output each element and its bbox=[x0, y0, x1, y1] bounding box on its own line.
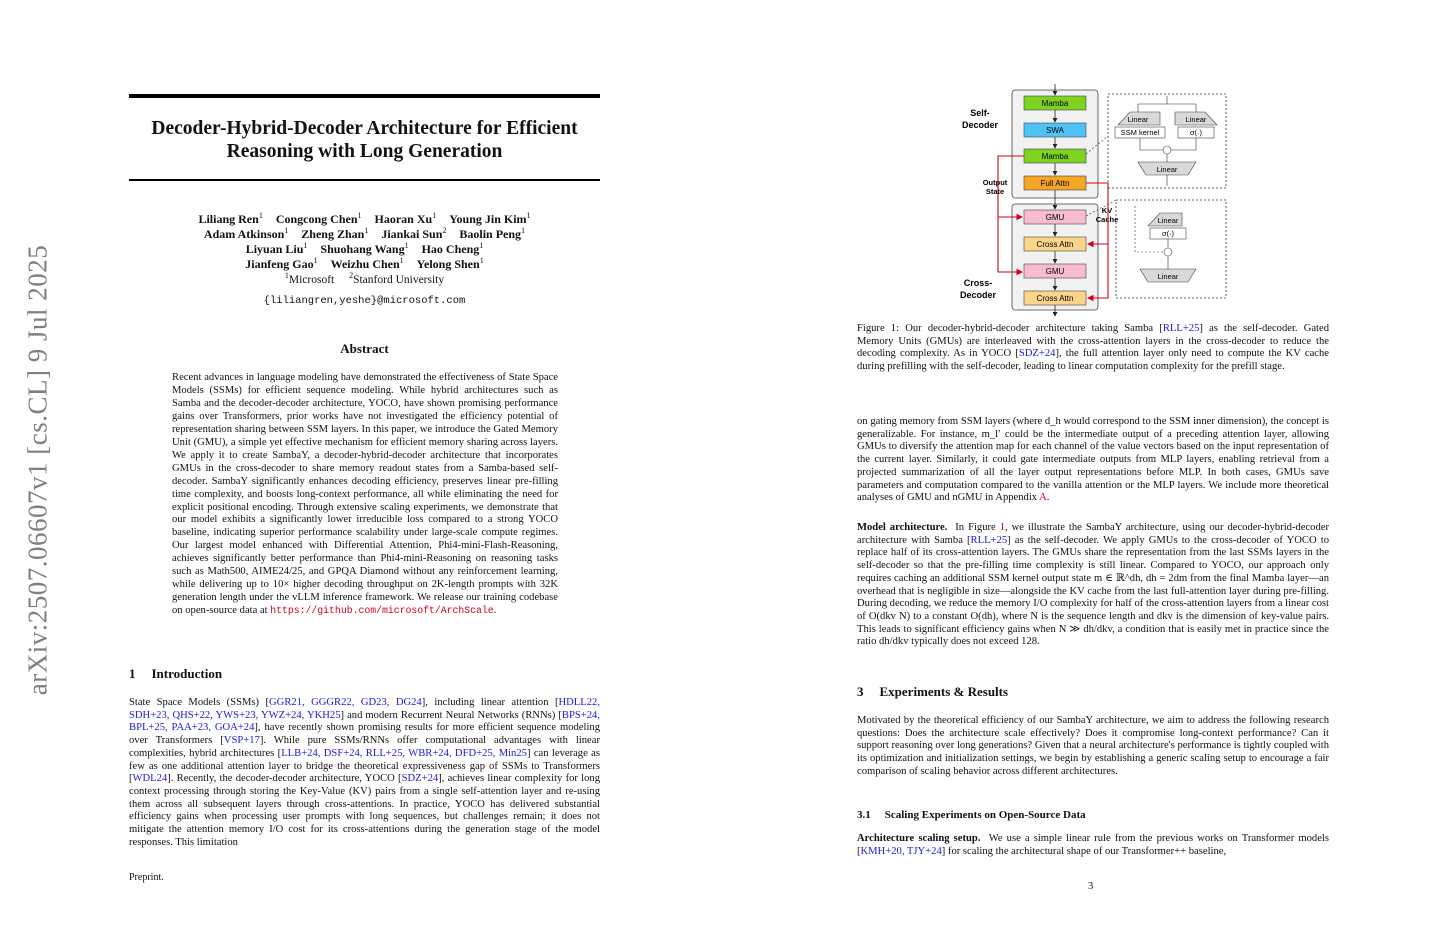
svg-text:Linear: Linear bbox=[1157, 216, 1179, 225]
block-label: Cross Attn bbox=[1036, 240, 1074, 249]
abstract-heading: Abstract bbox=[340, 341, 389, 356]
abstract-body: Recent advances in language modeling have demonstrated the effectiveness of State Space Models (SSMs) for efficient sequence modeling. While hybrid architectures such as Samba and the decoder-decoder architecture, YOCO, have shown promising performance gains over Transformers, prior works have not investigated the efficiency potential of representation sharing between SSM layers. In this paper, we introduce the Gated Memory Unit (GMU), a simple yet effective mechanism for efficient memory sharing across layers. We apply it to create SambaY, a decoder-hybrid-decoder architecture that incorporates GMUs in the cross-decoder to share memory readout states from a Samba-based self-decoder. SambaY significantly enhances decoding efficiency, preserves linear pre-filling time complexity, and boosts long-context performance, all while eliminating the need for explicit positional encoding. Through extensive scaling experiments, we demonstrate that our model exhibits a significantly lower irreducible loss compared to a strong YOCO baseline, indicating superior performance scalability under large-scale compute regimes. Our largest model enhanced with Differential Attention, Phi4-mini-Flash-Reasoning, achieves significantly better performance than Phi4-mini-Reasoning on reasoning tasks such as Math500, AIME24/25, and GPQA Diamond without any reinforcement learning, while delivering up to 10× higher decoding throughput on 2K-length prompts with 32K generation length under the vLLM inference framework. We release our training codebase on open-source data at https://github.com/microsoft/ArchScale. bbox=[172, 372, 558, 617]
author-row-4 bbox=[129, 257, 600, 272]
block-label: GMU bbox=[1045, 213, 1065, 222]
author: Young Jin Kim$^1$ bbox=[449, 211, 531, 226]
multiply-node bbox=[1163, 146, 1171, 154]
gmu-generalization-paragraph: on gating memory from SSM layers (where d_h would correspond to the SSM inner dimension), the concept is generalizable. For instance, m_l′ could be the intermediate output of a preceding attention layer, allowing GMUs to diversify the attention map for each channel of the value vectors based on the input representation of the current layer. Similarly, it could gate intermediate outputs from MLP layers, enabling retrieval from a projected summarization of all the layer output representations before MLP. In both cases, GMUs save parameters and computation compared to the vanilla attention or the MLP layers. We include more theoretical analyses of GMU and nGMU in Appendix A. bbox=[857, 416, 1329, 504]
cross-decoder-label: Cross-Decoder bbox=[959, 278, 997, 300]
figure-link[interactable]: 1 bbox=[999, 522, 1005, 533]
svg-text:Linear: Linear bbox=[1127, 115, 1149, 124]
citation-link[interactable]: RLL+25 bbox=[1162, 323, 1200, 334]
svg-text:SSM kernel: SSM kernel bbox=[1120, 128, 1160, 137]
title-bottom-rule bbox=[129, 179, 600, 181]
author-row-3 bbox=[129, 242, 600, 257]
introduction-paragraph: State Space Models (SSMs) [GGR21, GGGR22, GD23, DG24], including linear attention [HDLL22, SDH+23, QHS+22, YWS+23, YWZ+24, YKH25] and modern Recurrent Neural Networks (RNNs) [BPS+24, BPL+25, PAA+23, GOA+24], have recently shown promising results for more efficient sequence modeling over Transformers [VSP+17]. While pure SSMs/RNNs offer computational advantages with linear complexities, hybrid architectures [LLB+24, DSF+24, RLL+25, WBR+24, DFD+25, Min25] can leverage as few as one additional attention layer to bridge the theoretical expressiveness gap of SSMs to Transformers [WDL24]. Recently, the decoder-decoder architecture, YOCO [SDZ+24], achieves linear complexity for long context processing through storing the Key-Value (KV) pairs from a single self-attention layer and re-using them across all subsequent layers through cross-attentions. In practice, YOCO has delivered substantial efficiency gains when processing user prompts with long sequences, but challenges remain; it does not mitigate the attention memory I/O cost for its cross-attentions during the generation stage of the model responses. This limitation bbox=[129, 697, 600, 848]
author: Jianfeng Gao$^1$ bbox=[245, 256, 318, 271]
affiliations bbox=[129, 271, 600, 286]
block-label: Mamba bbox=[1041, 152, 1069, 161]
kv-cache-label: KV Cache bbox=[1095, 206, 1119, 224]
architecture-diagram bbox=[950, 82, 1230, 318]
block-label: Mamba bbox=[1041, 99, 1069, 108]
citation-link[interactable]: LLB+24, DSF+24, RLL+25, WBR+24, DFD+25, Min25 bbox=[281, 747, 527, 759]
author-block bbox=[129, 212, 600, 272]
svg-text:σ(·): σ(·) bbox=[1161, 229, 1175, 238]
appendix-link[interactable]: A bbox=[1039, 492, 1047, 504]
author: Jiankai Sun$^2$ bbox=[381, 226, 447, 241]
citation-link[interactable]: BPS+24, BPL+25, PAA+23, GOA+24 bbox=[129, 709, 600, 734]
section-heading-experiments: 3 Experiments & Results bbox=[857, 684, 1009, 699]
author: Liliang Ren$^1$ bbox=[198, 211, 263, 226]
affiliation: $^2$Stanford University bbox=[349, 271, 445, 286]
author: Zheng Zhan$^1$ bbox=[301, 226, 369, 241]
block-label: GMU bbox=[1045, 267, 1065, 276]
citation-link[interactable]: KMH+20, TJY+24 bbox=[860, 845, 942, 857]
section-heading-introduction: 1 Introduction bbox=[129, 666, 223, 681]
github-link[interactable]: https://github.com/microsoft/ArchScale bbox=[270, 605, 494, 617]
citation-link[interactable]: HDLL22, SDH+23, QHS+22, YWS+23, YWZ+24, YKH25 bbox=[129, 697, 600, 721]
author: Liyuan Liu$^1$ bbox=[245, 241, 308, 256]
svg-text:Linear: Linear bbox=[1185, 115, 1207, 124]
author: Shuohang Wang$^1$ bbox=[320, 241, 409, 256]
svg-text:Linear: Linear bbox=[1157, 272, 1179, 281]
citation-link[interactable]: SDZ+24 bbox=[401, 773, 439, 785]
author: Adam Atkinson$^1$ bbox=[203, 226, 289, 241]
block-label: Cross Attn bbox=[1036, 294, 1074, 303]
citation-link[interactable]: VSP+17 bbox=[223, 735, 260, 747]
author-row-2 bbox=[129, 227, 600, 242]
citation-link[interactable]: SDZ+24 bbox=[1018, 348, 1056, 360]
citation-link[interactable]: RLL+25 bbox=[970, 534, 1008, 546]
arxiv-stamp bbox=[18, 244, 58, 696]
title-top-rule bbox=[129, 94, 600, 98]
author: Hao Cheng$^1$ bbox=[421, 241, 484, 256]
author: Weizhu Chen$^1$ bbox=[330, 256, 404, 271]
page-number: 3 bbox=[1088, 881, 1094, 892]
preprint-footer: Preprint. bbox=[129, 872, 164, 883]
svg-text:σ(·): σ(·) bbox=[1189, 128, 1203, 137]
author: Yelong Shen$^1$ bbox=[416, 256, 484, 271]
block-label: Full Attn bbox=[1040, 179, 1070, 188]
subsection-heading-scaling: 3.1 Scaling Experiments on Open-Source Data bbox=[857, 809, 1086, 821]
svg-text:Linear: Linear bbox=[1156, 165, 1178, 174]
author-email: {liliangren,yeshe}@microsoft.com bbox=[263, 295, 466, 307]
author-row-1 bbox=[129, 212, 600, 227]
paper-title: Decoder-Hybrid-Decoder Architecture for Efficient Reasoning with Long Generation bbox=[151, 118, 578, 162]
figure-1-caption: Figure 1: Our decoder-hybrid-decoder architecture taking Samba [RLL+25] as the self-decoder. Gated Memory Units (GMUs) are interleaved with the cross-attention layers in the cross-decoder to reduce the decoding complexity. As in YOCO [SDZ+24], the full attention layer only need to compute the KV cache during prefilling with the self-decoder, leading to linear computation complexity for the prefill stage. bbox=[857, 323, 1329, 373]
citation-link[interactable]: GGR21, GGGR22, GD23, DG24 bbox=[269, 697, 422, 708]
output-state-label: Output State bbox=[982, 178, 1008, 196]
experiments-paragraph: Motivated by the theoretical efficiency of our SambaY architecture, we aim to address the following research questions: Does the architecture scale effectively? Does it compromise long-context performance? Can it support reasoning over long generations? Given that a neural architecture's performance is tightly coupled with its optimization and initialization settings, we begin by establishing a generic scaling setup to encourage a fair comparison of scaling behavior across different architectures. bbox=[857, 715, 1329, 777]
arxiv-stamp-text: arXiv:2507.06607v1 [cs.CL] 9 Jul 2025 bbox=[22, 244, 53, 696]
affiliation: $^1$Microsoft bbox=[284, 271, 335, 286]
architecture-scaling-paragraph: Architecture scaling setup. We use a simple linear rule from the previous works on Transformer models [KMH+20, TJY+24] for scaling the architectural shape of our Transformer++ baseline, bbox=[857, 833, 1329, 857]
block-label: SWA bbox=[1046, 126, 1064, 135]
author: Haoran Xu$^1$ bbox=[374, 211, 437, 226]
self-decoder-label: Self-Decoder bbox=[961, 108, 999, 130]
citation-link[interactable]: WDL24 bbox=[132, 773, 168, 785]
author: Congcong Chen$^1$ bbox=[275, 211, 362, 226]
author: Baolin Peng$^1$ bbox=[459, 226, 526, 241]
model-architecture-paragraph: Model architecture. In Figure 1, we illustrate the SambaY architecture, using our decoder-hybrid-decoder architecture with Samba [RLL+25] as the self-decoder. We apply GMUs to the cross-decoder of YOCO to replace half of its cross-attention layers. The GMUs share the representation from the last SSMs layers in the self-decoder so that the pre-filling time complexity is still linear. Compared to YOCO, our approach only requires caching an additional SSM kernel output state m ∈ ℝ^dh, dh = 2dm from the final Mamba layer—an overhead that is negligible in size—alongside the KV cache from the last full-attention layer during pre-filling. During decoding, we reduce the memory I/O complexity for half of the cross-attention layers from a linear cost of O(dkv N) to a constant O(dh), where N is the sequence length and dkv is the dimension of key-value pairs. This leads to significant efficiency gains when N ≫ dh/dkv, a condition that is easily met in practice since the ratio dh/dkv typically does not exceed 128. bbox=[857, 522, 1330, 648]
multiply-node bbox=[1164, 248, 1172, 256]
